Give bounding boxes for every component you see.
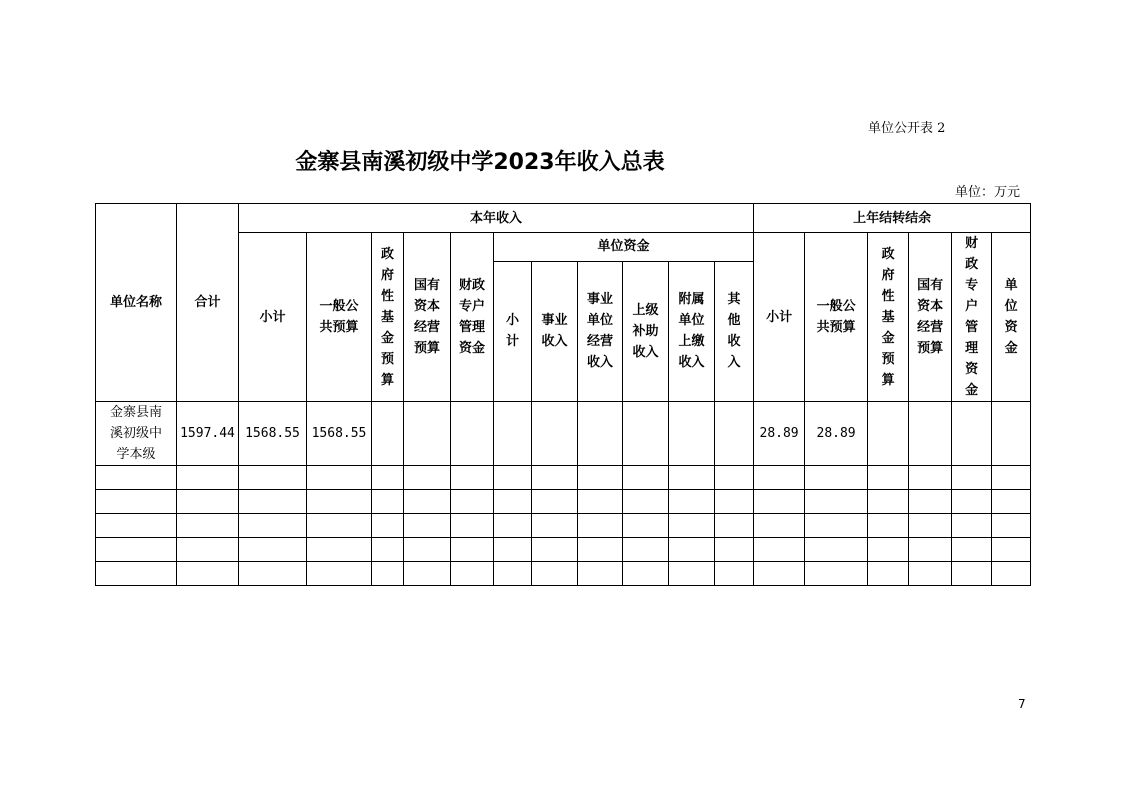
cell-uf-affiliated-income [669, 402, 715, 466]
cell-cy-general-budget: 1568.55 [307, 402, 372, 466]
cell-uf-subtotal [494, 402, 532, 466]
header-co-unit-funds: 单 位 资 金 [992, 233, 1031, 402]
cell-uf-other-income [715, 402, 754, 466]
header-co-general-budget: 一般公 共预算 [805, 233, 868, 402]
empty-row [96, 562, 1031, 586]
cell-cy-fiscal-special [451, 402, 494, 466]
cell-co-fiscal-special [952, 402, 992, 466]
header-co-subtotal: 小计 [754, 233, 805, 402]
cell-uf-superior-subsidy [623, 402, 669, 466]
cell-cy-subtotal: 1568.55 [239, 402, 307, 466]
header-co-gov-fund: 政 府 性 基 金 预 算 [868, 233, 909, 402]
header-uf-other-income: 其 他 收 入 [715, 261, 754, 401]
header-unit-name: 单位名称 [96, 204, 177, 402]
empty-row [96, 514, 1031, 538]
header-uf-subtotal: 小 计 [494, 261, 532, 401]
header-unit-funds: 单位资金 [494, 233, 754, 262]
header-cy-state-capital: 国有 资本 经营 预算 [404, 233, 451, 402]
cell-co-unit-funds [992, 402, 1031, 466]
cell-uf-business-income [532, 402, 578, 466]
header-total: 合计 [177, 204, 239, 402]
empty-row [96, 538, 1031, 562]
income-summary-table [95, 203, 1031, 586]
empty-row [96, 490, 1031, 514]
header-carryover: 上年结转结余 [754, 204, 1031, 233]
table-row [96, 402, 1031, 466]
page-number: 7 [1018, 697, 1026, 711]
page-title: 金寨县南溪初级中学2023年收入总表 [295, 150, 665, 175]
unit-label: 单位：万元 [955, 185, 1021, 200]
empty-row [96, 466, 1031, 490]
header-uf-operating-income: 事业 单位 经营 收入 [578, 261, 623, 401]
cell-co-general-budget: 28.89 [805, 402, 868, 466]
form-code: 单位公开表 2 [868, 121, 946, 136]
cell-cy-state-capital [404, 402, 451, 466]
header-uf-superior-subsidy: 上级 补助 收入 [623, 261, 669, 401]
header-co-state-capital: 国有 资本 经营 预算 [909, 233, 952, 402]
header-cy-gov-fund: 政 府 性 基 金 预 算 [372, 233, 404, 402]
header-cy-general-budget: 一般公 共预算 [307, 233, 372, 402]
cell-co-gov-fund [868, 402, 909, 466]
header-cy-subtotal: 小计 [239, 233, 307, 402]
header-uf-affiliated-income: 附属 单位 上缴 收入 [669, 261, 715, 401]
cell-cy-gov-fund [372, 402, 404, 466]
header-cy-fiscal-special: 财政 专户 管理 资金 [451, 233, 494, 402]
cell-total: 1597.44 [177, 402, 239, 466]
cell-unit-name: 金寨县南 溪初级中 学本级 [96, 402, 177, 466]
header-current-year-income: 本年收入 [239, 204, 754, 233]
cell-uf-operating-income [578, 402, 623, 466]
cell-co-subtotal: 28.89 [754, 402, 805, 466]
cell-co-state-capital [909, 402, 952, 466]
header-co-fiscal-special: 财 政 专 户 管 理 资 金 [952, 233, 992, 402]
header-uf-business-income: 事业 收入 [532, 261, 578, 401]
